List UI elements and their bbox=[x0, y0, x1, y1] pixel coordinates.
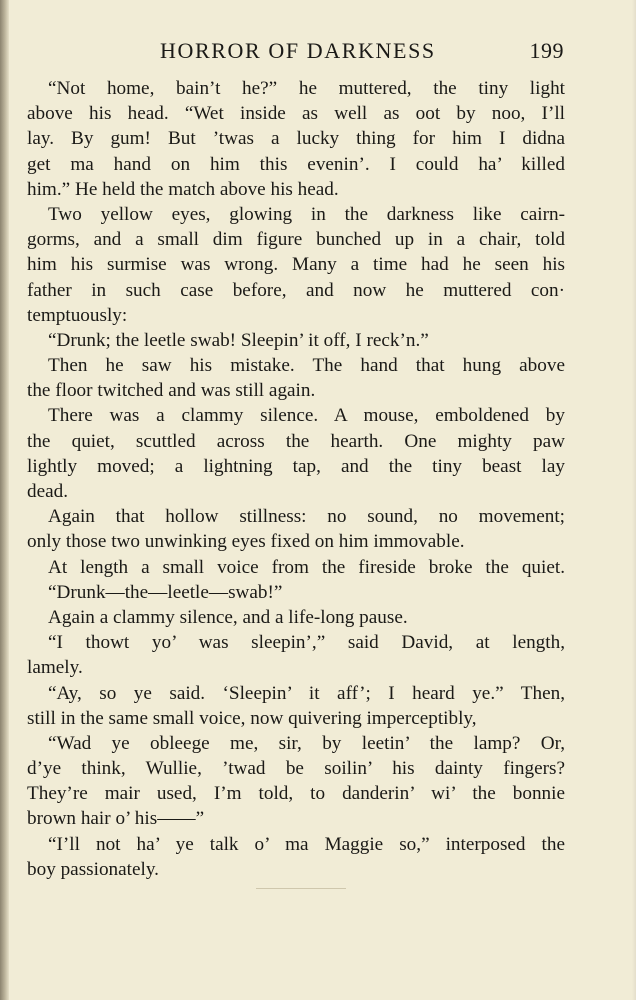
text-line: dead. bbox=[27, 481, 69, 502]
text-line: the floor twitched and was still again. bbox=[27, 380, 316, 402]
text-line: only those two unwinking eyes fixed on him immovable. bbox=[27, 531, 465, 553]
text-line: get ma hand on him this evenin’. I could ha’ killed bbox=[27, 153, 565, 175]
body-text bbox=[27, 76, 565, 882]
text-line: Again that hollow stillness: no sound, no movement; bbox=[48, 506, 565, 528]
text-line: “Drunk; the leetle swab! Sleepin’ it off, I reck’n.” bbox=[48, 329, 429, 351]
text-line: temptuously: bbox=[27, 304, 128, 326]
text-line: “I’ll not ha’ ye talk o’ ma Maggie so,” interposed the bbox=[48, 833, 565, 855]
text-line: “I thowt yo’ was sleepin’,” said David, at length, bbox=[48, 632, 565, 654]
text-line: At length a small voice from the fireside broke the quiet. bbox=[48, 556, 565, 578]
page-header bbox=[0, 38, 636, 68]
running-title: HORROR OF DARKNESS bbox=[160, 38, 436, 63]
text-line: above his head. “Wet inside as well as oot by noo, I’ll bbox=[27, 103, 565, 125]
text-line: him his surmise was wrong. Many a time had he seen his bbox=[27, 254, 565, 276]
text-line: There was a clammy silence. A mouse, emboldened by bbox=[48, 405, 565, 427]
text-line: “Ay, so ye said. ‘Sleepin’ it aff’; I heard ye.” Then, bbox=[48, 682, 565, 704]
text-line: They’re mair used, I’m told, to danderin’ wi’ the bonnie bbox=[27, 783, 565, 805]
text-line: Two yellow eyes, glowing in the darkness like cairn- bbox=[48, 203, 565, 225]
text-line: father in such case before, and now he muttered con· bbox=[27, 279, 565, 301]
text-line: boy passionately. bbox=[27, 858, 159, 880]
text-line: brown hair o’ his——” bbox=[27, 808, 205, 830]
page-edge bbox=[632, 0, 636, 1000]
page-number: 199 bbox=[529, 38, 564, 63]
text-line: him.” He held the match above his head. bbox=[27, 178, 339, 200]
text-line: the quiet, scuttled across the hearth. One mighty paw bbox=[27, 430, 565, 452]
text-line: “Wad ye obleege me, sir, by leetin’ the lamp? Or, bbox=[48, 732, 565, 754]
text-line: d’ye think, Wullie, ’twad be soilin’ his dainty fingers? bbox=[27, 758, 565, 780]
text-line: Again a clammy silence, and a life-long pause. bbox=[48, 606, 408, 628]
text-line: lamely. bbox=[27, 657, 83, 679]
text-line: gorms, and a small dim figure bunched up in a chair, told bbox=[27, 229, 565, 251]
text-line: “Not home, bain’t he?” he muttered, the tiny light bbox=[48, 78, 565, 99]
printer-mark bbox=[256, 888, 346, 889]
text-line: still in the same small voice, now quivering imperceptibly, bbox=[27, 707, 477, 729]
book-spine-shadow bbox=[0, 0, 9, 1000]
text-line: “Drunk—the—leetle—swab!” bbox=[48, 581, 283, 603]
text-line: lay. By gum! But ’twas a lucky thing for him I didna bbox=[27, 128, 565, 150]
text-line: lightly moved; a lightning tap, and the tiny beast lay bbox=[27, 455, 565, 477]
text-line: Then he saw his mistake. The hand that hung above bbox=[48, 355, 565, 377]
